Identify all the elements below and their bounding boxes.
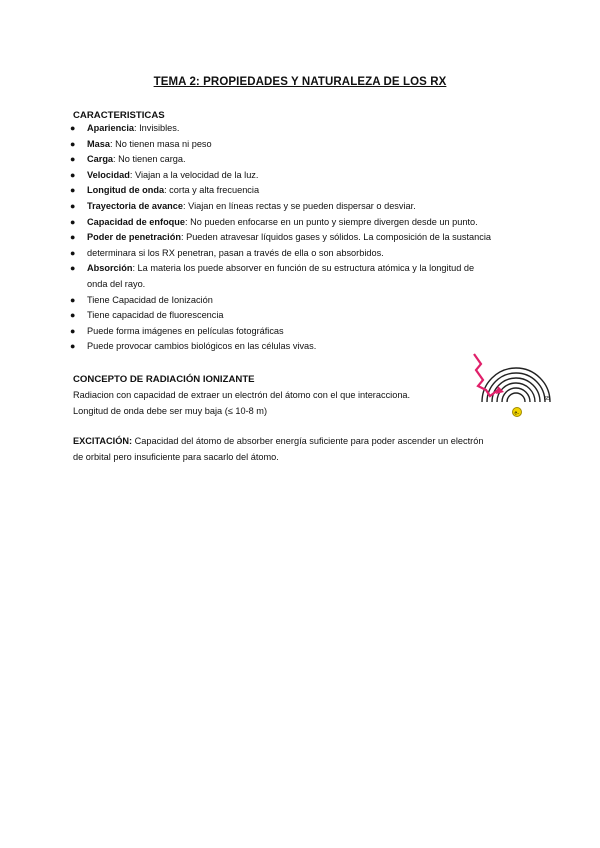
radiacion-line-2: Longitud de onda debe ser muy baja (≤ 10-8 m): [73, 406, 268, 416]
list-item-text: corta y alta frecuencia: [166, 185, 260, 196]
list-item-text: Puede forma imágenes en películas fotográficas: [87, 325, 284, 336]
list-item-term: Velocidad: [87, 169, 130, 180]
list-item-separator: :: [183, 200, 186, 211]
list-item-separator: :: [109, 138, 113, 149]
list-item-term: Trayectoria de avance: [87, 200, 184, 211]
list-item: [70, 215, 530, 231]
list-item: [70, 246, 530, 262]
list-item-text: Pueden atravesar líquidos gases y sólidos. La composición de la sustancia: [183, 232, 491, 243]
bullet-icon: ●: [70, 154, 76, 165]
bullet-icon: ●: [70, 310, 76, 321]
list-item: [70, 121, 530, 137]
list-item-text: Viajan en líneas rectas y se pueden dispersar o desviar.: [185, 200, 416, 211]
radiacion-paragraph: [73, 387, 410, 419]
list-item-separator: :: [113, 154, 116, 165]
bullet-icon: ●: [70, 294, 76, 305]
list-item: [70, 230, 530, 246]
list-item-text: No pueden enfocarse en un punto y siempre divergen desde un punto.: [187, 216, 478, 227]
list-item-term: Carga: [87, 154, 114, 165]
bullet-icon: ●: [70, 247, 76, 258]
page-title: TEMA 2: PROPIEDADES Y NATURALEZA DE LOS RX: [153, 76, 447, 88]
bullet-icon: ●: [70, 341, 76, 352]
excitacion-line-2: de orbital pero insuficiente para sacarlo del átomo.: [73, 452, 279, 462]
list-item-text: No tienen masa ni peso: [112, 138, 212, 149]
list-item-text: determinara si los RX penetran, pasan a través de ella o son absorbidos.: [87, 247, 384, 258]
caracteristicas-list: [70, 121, 530, 355]
list-item-text: Puede provocar cambios biológicos en las células vivas.: [87, 341, 317, 352]
list-item: [70, 183, 530, 199]
list-item-term: Longitud de onda: [87, 185, 165, 196]
list-item: [70, 168, 530, 184]
list-item-separator: :: [132, 263, 135, 274]
list-item: [70, 152, 530, 168]
bullet-icon: ●: [70, 232, 76, 243]
list-item-separator: :: [180, 232, 184, 243]
orbit-ring-6: [507, 393, 525, 402]
list-item: [70, 308, 530, 324]
list-item-text: Tiene Capacidad de Ionización: [87, 294, 213, 305]
bullet-icon: ●: [70, 325, 76, 336]
list-item: [70, 293, 530, 309]
excitacion-line-1: [73, 433, 483, 449]
list-item: [70, 339, 530, 355]
atom-diagram: [468, 350, 564, 420]
list-item-term: Poder de penetración: [87, 232, 181, 243]
bullet-icon: ●: [70, 185, 76, 196]
list-item-text: Invisibles.: [136, 123, 180, 133]
excitacion-text-1: Capacidad del átomo de absorber energía suficiente para poder ascender un electrón: [132, 436, 484, 446]
nucleus-label: 65: [544, 396, 551, 402]
list-item-separator: :: [133, 123, 137, 133]
list-item: [70, 277, 530, 293]
excitacion-term: EXCITACIÓN:: [73, 436, 133, 446]
radiacion-heading: CONCEPTO DE RADIACIÓN IONIZANTE: [73, 374, 255, 385]
bullet-icon: ●: [70, 138, 76, 149]
list-item-text: onda del rayo.: [87, 278, 146, 289]
list-item-term: Capacidad de enfoque: [87, 216, 186, 227]
list-item-separator: :: [185, 216, 188, 227]
bullet-icon: ●: [70, 169, 76, 180]
list-item-separator: :: [129, 169, 133, 180]
bullet-icon: ●: [70, 200, 76, 211]
excitacion-paragraph: [73, 433, 483, 465]
orbit-rings: [482, 368, 550, 402]
list-item-term: Absorción: [87, 263, 133, 274]
bullet-icon: ●: [70, 263, 76, 274]
orbit-ring-5: [502, 388, 530, 402]
list-item-term: Masa: [87, 138, 110, 149]
list-item: [70, 137, 530, 153]
list-item: [70, 261, 530, 277]
list-item-text: No tienen carga.: [115, 154, 186, 165]
caracteristicas-heading: CARACTERISTICAS: [73, 110, 165, 121]
list-item-text: Tiene capacidad de fluorescencia: [87, 310, 224, 321]
bullet-icon: ●: [70, 216, 76, 227]
electron-label: e-: [514, 410, 519, 417]
radiacion-line-1: Radiacion con capacidad de extraer un electrón del átomo con el que interacciona.: [73, 390, 411, 400]
list-item-separator: :: [164, 185, 167, 196]
bullet-icon: ●: [70, 123, 76, 133]
list-item-text: La materia los puede absorver en función de su estructura atómica y la longitud de: [135, 263, 475, 274]
list-item-text: Viajan a la velocidad de la luz.: [132, 169, 259, 180]
list-item-term: Apariencia: [87, 123, 134, 133]
list-item: [70, 324, 530, 340]
list-item: [70, 199, 530, 215]
